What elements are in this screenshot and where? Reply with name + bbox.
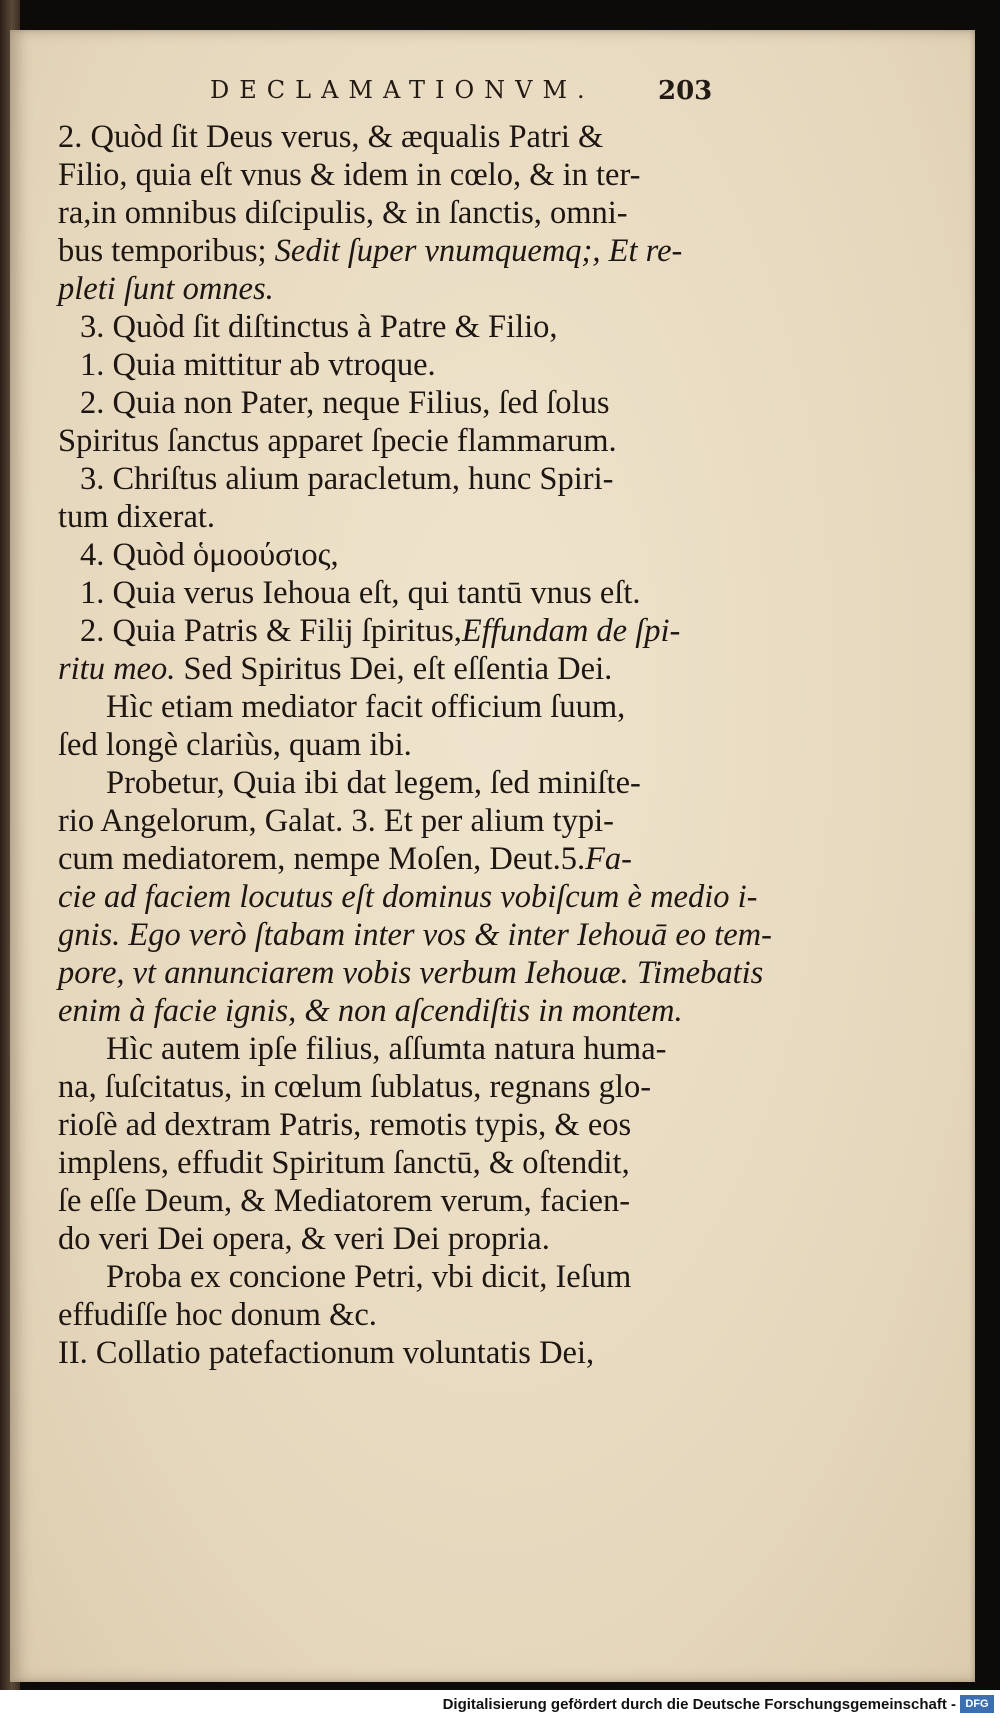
- text-run: Probetur, Quia ibi dat legem, ſed miniſte-: [106, 765, 641, 801]
- text-run: do veri Dei opera, & veri Dei propria.: [58, 1221, 550, 1257]
- text-run: ra,in omnibus diſcipulis, & in ſanctis, omni-: [58, 195, 628, 231]
- text-line: [58, 726, 738, 764]
- text-line: [58, 460, 738, 498]
- text-run: 2. Quia Patris & Filij ſpiritus,: [80, 613, 462, 649]
- text-line: [58, 232, 738, 270]
- text-run: Proba ex concione Petri, vbi dicit, Ieſum: [106, 1259, 632, 1295]
- text-line: [58, 992, 738, 1030]
- text-line: [58, 1068, 738, 1106]
- text-line: [58, 498, 738, 536]
- text-line: [58, 1182, 738, 1220]
- digitization-footer: [0, 1690, 1000, 1718]
- text-run: Hìc etiam mediator facit officium ſuum,: [106, 689, 626, 725]
- text-line: [58, 156, 738, 194]
- text-run: rio Angelorum, Galat. 3. Et per alium typi-: [58, 803, 614, 839]
- italic-text-run: Effundam de ſpi-: [461, 613, 681, 649]
- italic-text-run: pore, vt annunciarem vobis verbum Iehouæ. Timebatis: [58, 955, 764, 991]
- text-line: [58, 1030, 738, 1068]
- italic-text-run: cie ad faciem locutus eſt dominus vobiſcum è medio i-: [58, 879, 758, 915]
- text-line: [58, 1258, 738, 1296]
- text-line: [58, 194, 738, 232]
- text-line: [58, 536, 738, 574]
- book-page: [10, 30, 975, 1682]
- text-run: 2. Quia non Pater, neque Filius, ſed ſolus: [80, 385, 610, 421]
- text-run: 3. Quòd ſit diſtinctus à Patre & Filio,: [80, 309, 558, 345]
- text-line: [58, 346, 738, 384]
- italic-text-run: gnis. Ego verò ſtabam inter vos & inter Iehouā eo tem-: [58, 917, 772, 953]
- text-line: [58, 118, 738, 156]
- text-run: 1. Quia mittitur ab vtroque.: [80, 347, 436, 383]
- text-line: [58, 878, 758, 916]
- funding-credit: Digitalisierung gefördert durch die Deutsche Forschungsgemeinschaft -: [442, 1696, 956, 1713]
- text-line: [58, 650, 738, 688]
- text-run: 2. Quòd ſit Deus verus, & æqualis Patri &: [58, 119, 604, 155]
- text-run: rioſè ad dextram Patris, remotis typis, & eos: [58, 1107, 632, 1143]
- text-line: [58, 802, 738, 840]
- text-line: [58, 1334, 738, 1372]
- text-line: [58, 688, 738, 726]
- text-line: [58, 954, 764, 992]
- text-run: 1. Quia verus Iehoua eſt, qui tantū vnus eſt.: [80, 575, 641, 611]
- text-line: [58, 916, 772, 954]
- text-line: [58, 1220, 738, 1258]
- text-line: [58, 1106, 738, 1144]
- page-number: 203: [658, 76, 713, 106]
- text-line: [58, 764, 738, 802]
- text-run: bus temporibus;: [58, 233, 275, 269]
- running-title: DECLAMATIONVM.: [210, 76, 595, 104]
- text-line: [58, 384, 738, 422]
- text-run: Filio, quia eſt vnus & idem in cœlo, & in ter-: [58, 157, 641, 193]
- text-run: ſed longè clariùs, quam ibi.: [58, 727, 412, 763]
- italic-text-run: enim à facie ignis, & non aſcendiſtis in montem.: [58, 993, 683, 1029]
- text-run: ſe eſſe Deum, & Mediatorem verum, facien-: [58, 1183, 631, 1219]
- text-run: implens, effudit Spiritum ſanctū, & oſtendit,: [58, 1145, 630, 1181]
- italic-text-run: ritu meo.: [58, 651, 176, 687]
- text-run: cum mediatorem, nempe Moſen, Deut.5.: [58, 841, 586, 877]
- text-run: effudiſſe hoc donum &c.: [58, 1297, 377, 1333]
- running-head: [10, 76, 975, 116]
- text-line: [58, 308, 738, 346]
- text-line: [58, 422, 738, 460]
- text-run: Sed Spiritus Dei, eſt eſſentia Dei.: [175, 651, 613, 687]
- text-run: na, ſuſcitatus, in cœlum ſublatus, regnans glo-: [58, 1069, 652, 1105]
- text-run: tum dixerat.: [58, 499, 216, 535]
- italic-text-run: pleti ſunt omnes.: [58, 271, 274, 307]
- text-run: II. Collatio patefactionum voluntatis Dei,: [58, 1335, 595, 1371]
- text-line: [58, 612, 738, 650]
- text-run: Hìc autem ipſe filius, aſſumta natura huma-: [106, 1031, 667, 1067]
- dfg-logo: DFG: [960, 1695, 994, 1713]
- text-line: [58, 1296, 738, 1334]
- italic-text-run: Fa-: [585, 841, 633, 877]
- italic-text-run: Sedit ſuper vnumquemq;, Et re-: [274, 233, 683, 269]
- text-line: [58, 1144, 738, 1182]
- text-run: 4. Quòd ὁμοούσιος,: [80, 537, 339, 573]
- body-text: [58, 118, 772, 1372]
- text-line: [58, 840, 738, 878]
- text-line: [58, 270, 738, 308]
- text-run: 3. Chriſtus alium paracletum, hunc Spiri-: [80, 461, 614, 497]
- text-line: [58, 574, 738, 612]
- text-run: Spiritus ſanctus apparet ſpecie flammarum.: [58, 423, 617, 459]
